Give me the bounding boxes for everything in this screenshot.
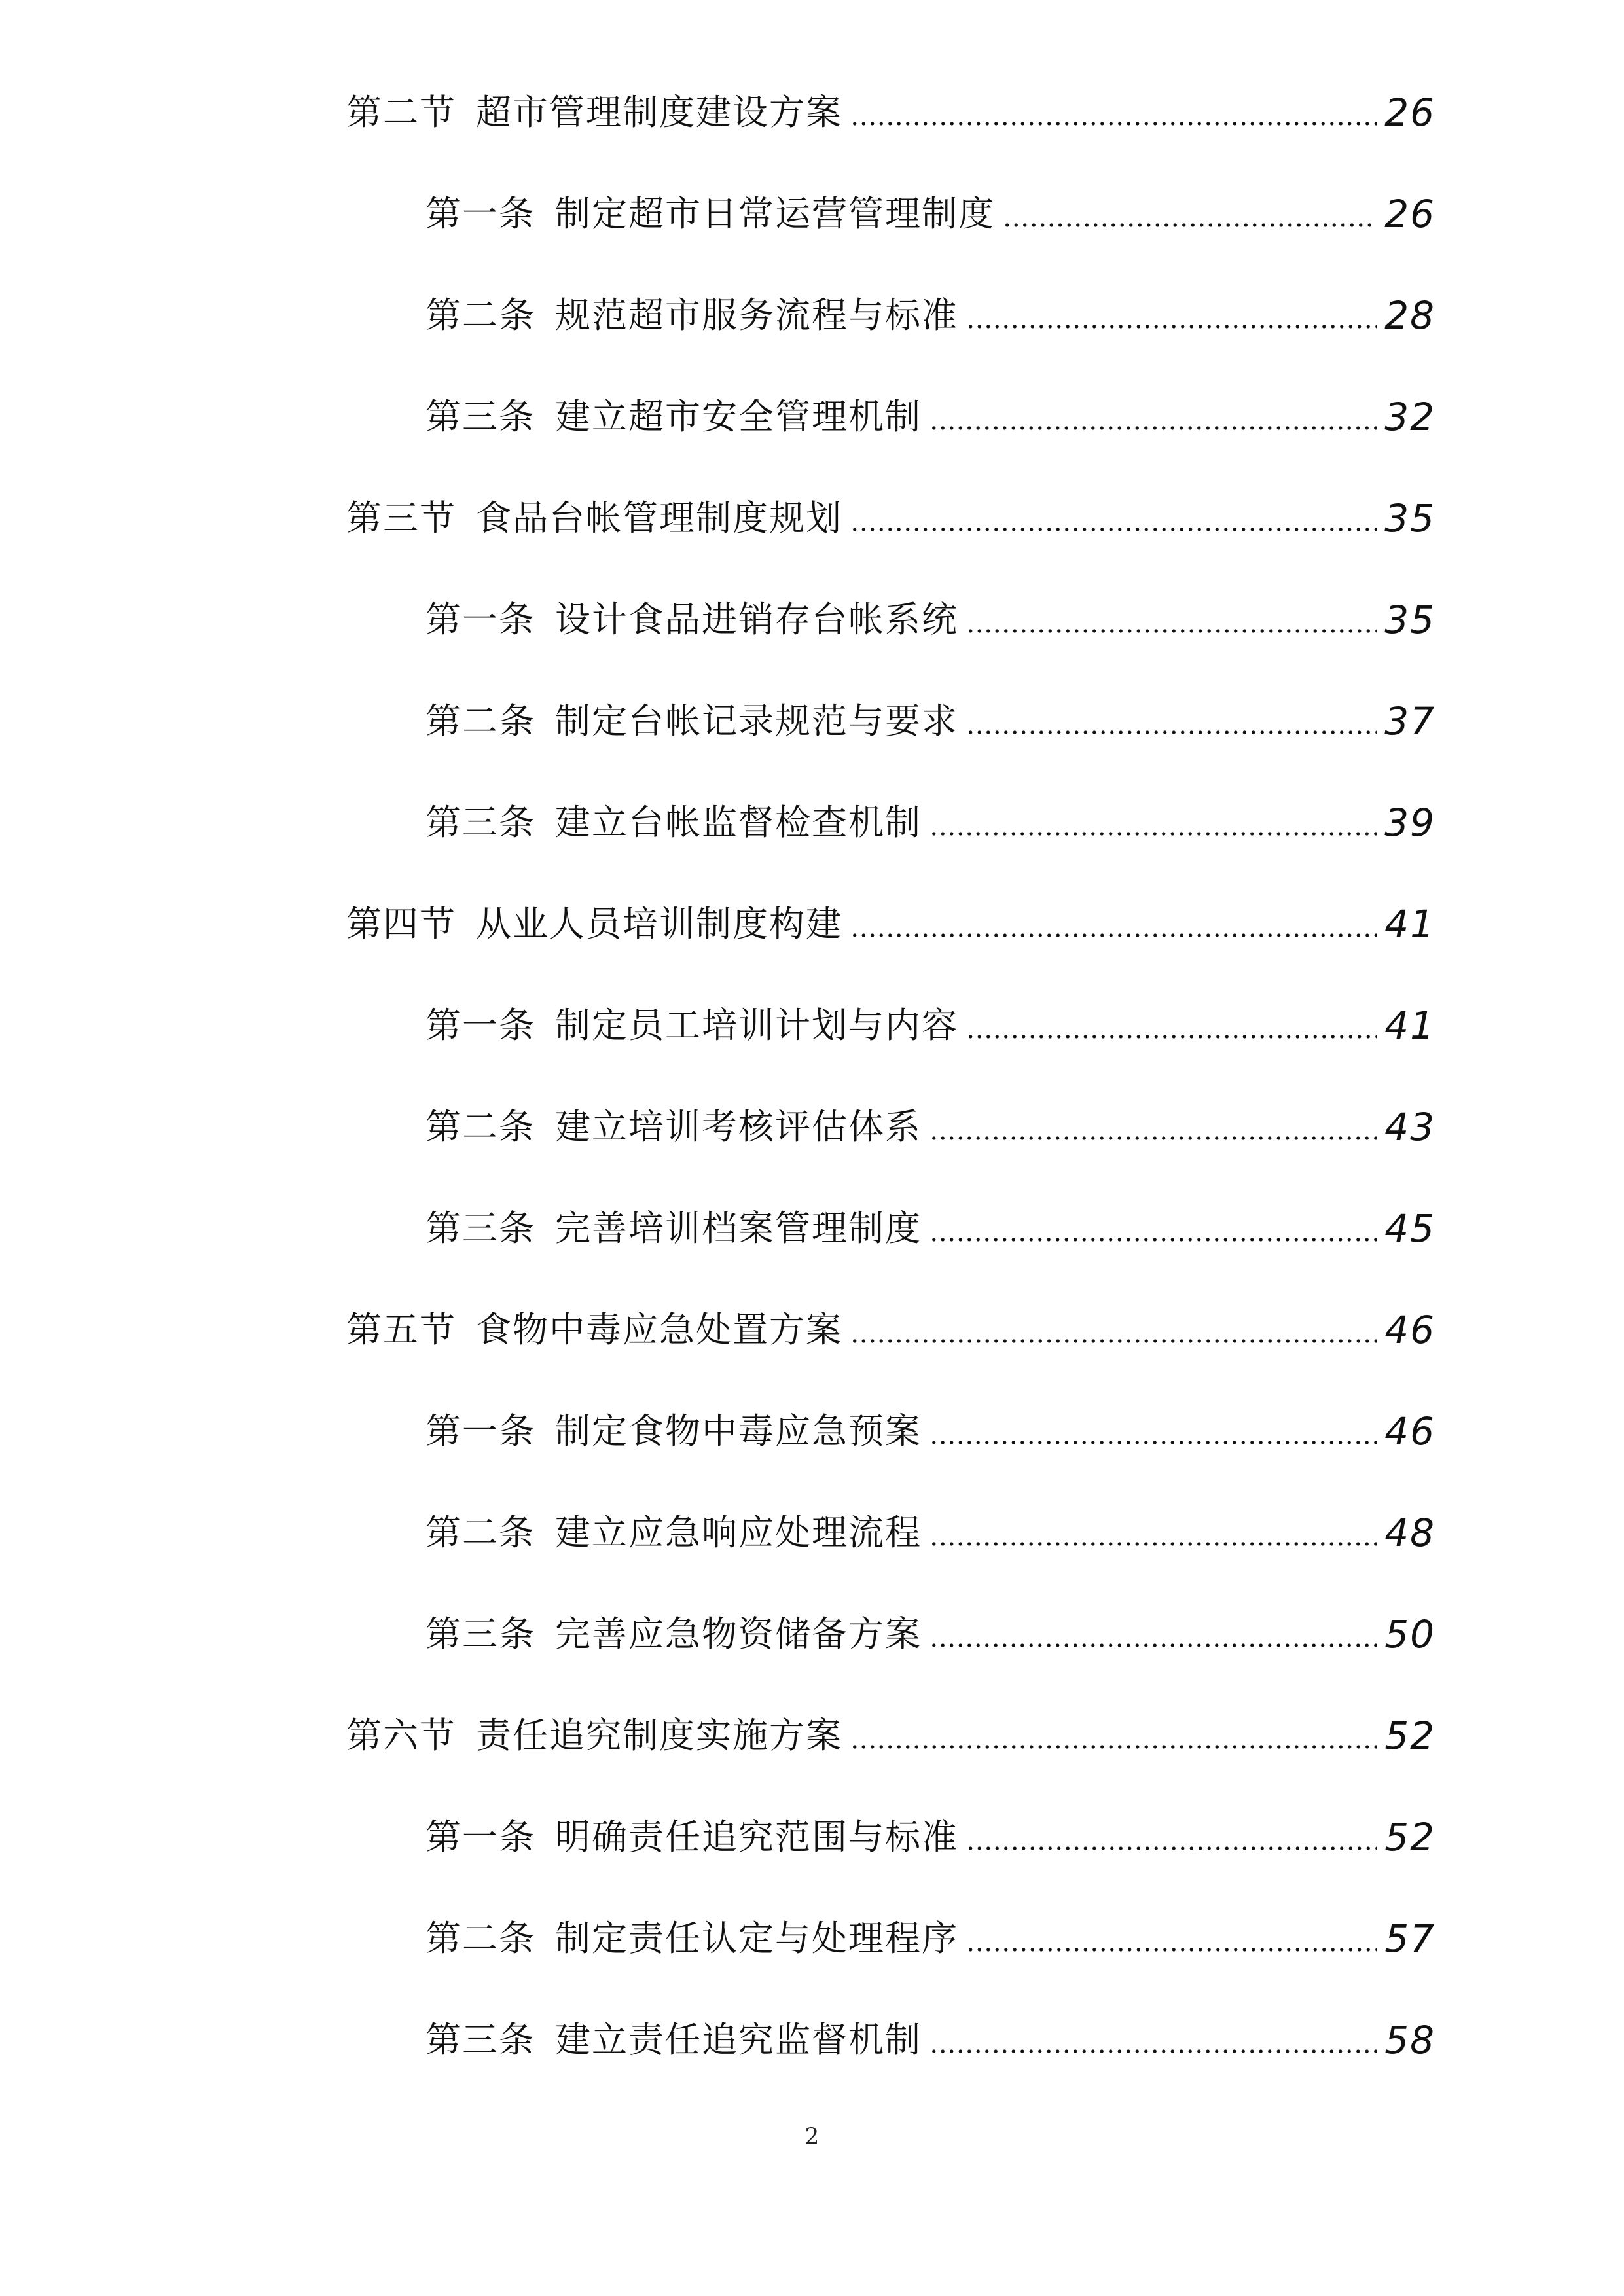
toc-entry-number: 第三条 (425, 802, 535, 843)
toc-entry-page: 50 (1384, 1612, 1435, 1657)
toc-entry-label (425, 1005, 958, 1046)
toc-entry-label (346, 1715, 842, 1756)
toc-entry-number: 第二条 (425, 700, 535, 742)
toc-section-entry[interactable] (346, 1700, 1435, 1772)
toc-entry-label (425, 599, 958, 640)
toc-entry-page: 41 (1384, 902, 1435, 946)
toc-entry-number: 第一条 (425, 193, 535, 234)
toc-dot-leader (929, 1237, 1377, 1242)
toc-dot-leader (929, 831, 1377, 836)
toc-dot-leader (929, 425, 1377, 431)
toc-entry-title: 建立台帐监督检查机制 (555, 802, 922, 843)
toc-dot-leader (929, 1136, 1377, 1141)
toc-entry-number: 第二条 (425, 1106, 535, 1147)
toc-section-entry[interactable] (346, 1294, 1435, 1366)
toc-article-entry[interactable] (425, 1091, 1435, 1163)
toc-entry-page: 26 (1384, 192, 1435, 236)
toc-entry-label (346, 92, 842, 133)
toc-entry-label (425, 295, 958, 336)
toc-entry-title: 完善培训档案管理制度 (555, 1208, 922, 1249)
toc-entry-page: 57 (1384, 1916, 1435, 1961)
toc-dot-leader (850, 933, 1377, 938)
toc-dot-leader (850, 1338, 1377, 1344)
toc-entry-number: 第三条 (425, 1208, 535, 1249)
toc-article-entry[interactable] (425, 584, 1435, 656)
toc-article-entry[interactable] (425, 1903, 1435, 1975)
toc-entry-title: 建立培训考核评估体系 (555, 1106, 922, 1147)
toc-entry-title: 食物中毒应急处置方案 (476, 1309, 842, 1350)
toc-entry-number: 第一条 (425, 1816, 535, 1857)
toc-entry-page: 35 (1384, 496, 1435, 541)
toc-entry-label (346, 1309, 842, 1350)
toc-entry-label (425, 1208, 922, 1249)
toc-article-entry[interactable] (425, 2004, 1435, 2076)
toc-entry-title: 建立应急响应处理流程 (555, 1512, 922, 1553)
toc-dot-leader (966, 1846, 1377, 1851)
toc-entry-number: 第三条 (425, 396, 535, 437)
toc-entry-title: 食品台帐管理制度规划 (476, 497, 842, 539)
toc-entry-title: 建立超市安全管理机制 (555, 396, 922, 437)
toc-dot-leader (966, 730, 1377, 735)
toc-entry-title: 建立责任追究监督机制 (555, 2019, 922, 2060)
toc-entry-page: 46 (1384, 1409, 1435, 1454)
toc-entry-title: 完善应急物资储备方案 (555, 1613, 922, 1655)
toc-article-entry[interactable] (425, 990, 1435, 1062)
toc-entry-page: 32 (1384, 395, 1435, 439)
toc-article-entry[interactable] (425, 1497, 1435, 1569)
toc-section-entry[interactable] (346, 888, 1435, 960)
toc-entry-number: 第六节 (346, 1715, 456, 1756)
toc-entry-title: 设计食品进销存台帐系统 (555, 599, 958, 640)
toc-article-entry[interactable] (425, 178, 1435, 250)
toc-entry-label (425, 1613, 922, 1655)
toc-entry-page: 45 (1384, 1206, 1435, 1251)
toc-entry-page: 41 (1384, 1003, 1435, 1048)
toc-entry-label (425, 396, 922, 437)
toc-dot-leader (1003, 223, 1377, 228)
toc-entry-title: 制定责任认定与处理程序 (555, 1918, 958, 1959)
toc-entry-page: 26 (1384, 90, 1435, 135)
toc-entry-title: 规范超市服务流程与标准 (555, 295, 958, 336)
toc-dot-leader (966, 324, 1377, 329)
toc-entry-number: 第一条 (425, 1005, 535, 1046)
toc-entry-title: 制定台帐记录规范与要求 (555, 700, 958, 742)
toc-entry-label (425, 1106, 922, 1147)
toc-entry-title: 责任追究制度实施方案 (476, 1715, 842, 1756)
toc-entry-title: 从业人员培训制度构建 (476, 903, 842, 944)
toc-entry-number: 第二节 (346, 92, 456, 133)
toc-entry-title: 制定食物中毒应急预案 (555, 1410, 922, 1452)
toc-entry-page: 43 (1384, 1105, 1435, 1149)
toc-dot-leader (850, 527, 1377, 532)
toc-entry-label (425, 193, 995, 234)
toc-entry-number: 第三节 (346, 497, 456, 539)
toc-dot-leader (966, 1947, 1377, 1952)
toc-entry-title: 制定超市日常运营管理制度 (555, 193, 995, 234)
toc-dot-leader (850, 121, 1377, 126)
toc-article-entry[interactable] (425, 787, 1435, 859)
toc-entry-number: 第二条 (425, 1918, 535, 1959)
toc-entry-number: 第四节 (346, 903, 456, 944)
toc-dot-leader (929, 1541, 1377, 1547)
toc-entry-page: 35 (1384, 598, 1435, 642)
toc-entry-page: 46 (1384, 1308, 1435, 1352)
toc-entry-label (346, 903, 842, 944)
toc-entry-title: 超市管理制度建设方案 (476, 92, 842, 133)
toc-article-entry[interactable] (425, 279, 1435, 351)
toc-entry-label (425, 1918, 958, 1959)
toc-entry-number: 第一条 (425, 1410, 535, 1452)
toc-entry-label (425, 2019, 922, 2060)
toc-dot-leader (966, 1034, 1377, 1039)
toc-entry-number: 第五节 (346, 1309, 456, 1350)
toc-article-entry[interactable] (425, 381, 1435, 453)
toc-entry-title: 制定员工培训计划与内容 (555, 1005, 958, 1046)
toc-entry-page: 37 (1384, 699, 1435, 744)
toc-dot-leader (929, 2049, 1377, 2054)
toc-entry-number: 第三条 (425, 2019, 535, 2060)
toc-article-entry[interactable] (425, 1801, 1435, 1873)
toc-entry-number: 第二条 (425, 1512, 535, 1553)
toc-entry-label (425, 700, 958, 742)
toc-article-entry[interactable] (425, 1193, 1435, 1265)
toc-entry-label (425, 1512, 922, 1553)
toc-entry-title: 明确责任追究范围与标准 (555, 1816, 958, 1857)
toc-entry-number: 第三条 (425, 1613, 535, 1655)
toc-entry-page: 58 (1384, 2018, 1435, 2062)
toc-entry-page: 28 (1384, 293, 1435, 338)
toc-entry-page: 39 (1384, 800, 1435, 845)
toc-section-entry[interactable] (346, 482, 1435, 554)
toc-entry-label (425, 1410, 922, 1452)
toc-entry-number: 第一条 (425, 599, 535, 640)
page-number: 2 (804, 2123, 820, 2149)
toc-entry-label (346, 497, 842, 539)
toc-entry-page: 52 (1384, 1713, 1435, 1758)
toc-entry-page: 52 (1384, 1815, 1435, 1859)
toc-section-entry[interactable] (346, 77, 1435, 149)
toc-dot-leader (929, 1440, 1377, 1445)
toc-dot-leader (966, 628, 1377, 634)
toc-article-entry[interactable] (425, 1598, 1435, 1670)
toc-dot-leader (929, 1643, 1377, 1648)
toc-dot-leader (850, 1744, 1377, 1749)
toc-entry-label (425, 1816, 958, 1857)
toc-entry-number: 第二条 (425, 295, 535, 336)
toc-article-entry[interactable] (425, 1395, 1435, 1467)
toc-article-entry[interactable] (425, 685, 1435, 757)
toc-entry-label (425, 802, 922, 843)
toc-entry-page: 48 (1384, 1511, 1435, 1555)
